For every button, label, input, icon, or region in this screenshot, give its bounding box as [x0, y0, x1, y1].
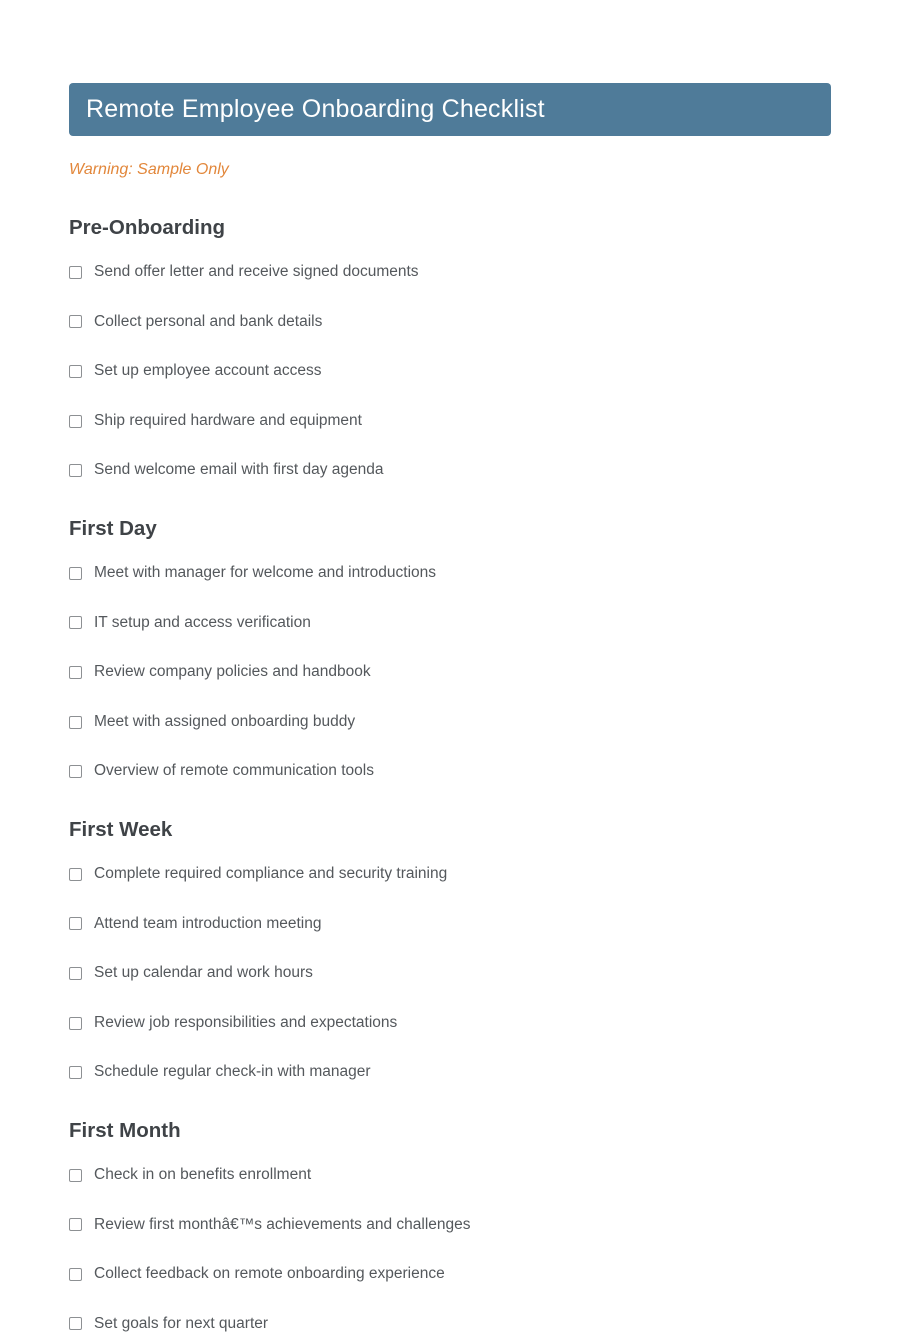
checklist-item — [69, 564, 831, 583]
checklist-item — [69, 713, 831, 732]
checklist-item — [69, 362, 831, 381]
checklist-item — [69, 614, 831, 633]
item-label: IT setup and access verification — [94, 613, 311, 631]
item-checkbox[interactable] — [69, 1017, 82, 1030]
checklist-item — [69, 915, 831, 934]
section-items — [69, 263, 831, 480]
checklist-item — [69, 461, 831, 480]
document-content — [69, 83, 831, 1333]
checklist-item — [69, 762, 831, 781]
section-heading: First Week — [69, 817, 173, 841]
item-label: Set goals for next quarter — [94, 1314, 269, 1332]
checklist-section — [69, 216, 831, 480]
checklist-item — [69, 1216, 831, 1235]
item-label: Review company policies and handbook — [94, 663, 371, 681]
checklist-sections — [69, 216, 831, 1333]
checklist-item — [69, 1014, 831, 1033]
item-checkbox[interactable] — [69, 616, 82, 629]
item-checkbox[interactable] — [69, 415, 82, 428]
item-label: Collect personal and bank details — [94, 312, 323, 330]
checklist-section — [69, 517, 831, 781]
item-label: Collect feedback on remote onboarding experience — [94, 1265, 445, 1283]
section-items — [69, 865, 831, 1082]
item-label: Review first monthâ€™s achievements and challenges — [94, 1215, 471, 1233]
checklist-item — [69, 1063, 831, 1082]
checklist-item — [69, 865, 831, 884]
item-checkbox[interactable] — [69, 967, 82, 980]
checklist-item — [69, 1166, 831, 1185]
warning-text: Warning: Sample Only — [69, 161, 229, 178]
section-heading: First Month — [69, 1118, 181, 1142]
item-label: Send offer letter and receive signed documents — [94, 263, 419, 280]
checklist-item — [69, 964, 831, 983]
checklist-item — [69, 313, 831, 332]
item-checkbox[interactable] — [69, 365, 82, 378]
item-label: Complete required compliance and security training — [94, 864, 448, 882]
item-label: Attend team introduction meeting — [94, 914, 322, 932]
item-label: Send welcome email with first day agenda — [94, 461, 384, 479]
item-label: Meet with manager for welcome and introductions — [94, 563, 437, 581]
checklist-section — [69, 1119, 831, 1333]
section-heading: First Day — [69, 516, 157, 540]
checklist-item — [69, 263, 831, 282]
item-checkbox[interactable] — [69, 1268, 82, 1281]
checklist-item — [69, 1265, 831, 1284]
item-checkbox[interactable] — [69, 716, 82, 729]
title-band — [69, 83, 831, 136]
item-checkbox[interactable] — [69, 1218, 82, 1231]
item-checkbox[interactable] — [69, 1066, 82, 1079]
item-label: Set up calendar and work hours — [94, 964, 313, 982]
item-checkbox[interactable] — [69, 917, 82, 930]
item-checkbox[interactable] — [69, 666, 82, 679]
item-checkbox[interactable] — [69, 464, 82, 477]
item-checkbox[interactable] — [69, 315, 82, 328]
checklist-item — [69, 1315, 831, 1333]
item-checkbox[interactable] — [69, 765, 82, 778]
checklist-item — [69, 412, 831, 431]
section-items — [69, 564, 831, 781]
item-label: Set up employee account access — [94, 362, 322, 380]
item-label: Check in on benefits enrollment — [94, 1165, 312, 1183]
item-checkbox[interactable] — [69, 868, 82, 881]
item-checkbox[interactable] — [69, 567, 82, 580]
item-checkbox[interactable] — [69, 266, 82, 279]
section-heading: Pre-Onboarding — [69, 216, 226, 239]
page-title: Remote Employee Onboarding Checklist — [86, 95, 545, 123]
item-checkbox[interactable] — [69, 1317, 82, 1330]
checklist-section — [69, 818, 831, 1082]
item-label: Meet with assigned onboarding buddy — [94, 712, 356, 730]
item-label: Schedule regular check-in with manager — [94, 1063, 371, 1081]
section-items — [69, 1166, 831, 1333]
item-label: Review job responsibilities and expectations — [94, 1013, 398, 1031]
checklist-item — [69, 663, 831, 682]
item-checkbox[interactable] — [69, 1169, 82, 1182]
item-label: Ship required hardware and equipment — [94, 411, 362, 429]
checklist-document — [0, 83, 900, 1333]
item-label: Overview of remote communication tools — [94, 762, 374, 780]
